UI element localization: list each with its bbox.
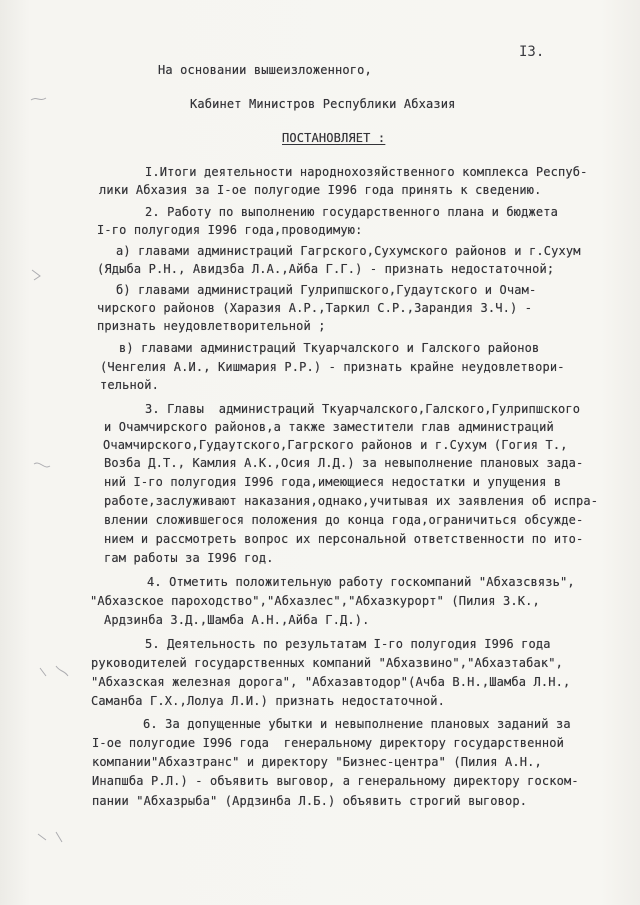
- body-line: и Очамчирского районов,а также заместители глав администраций: [104, 420, 554, 434]
- body-line: работе,заслуживают наказания,однако,учитывая их заявления об испра-: [104, 494, 599, 508]
- body-line: I.Итоги деятельности народнохозяйственного комплекса Респуб-: [145, 165, 588, 179]
- body-line: "Абхазская железная дорога", "Абхазавтодор"(Ачба В.Н.,Шамба Л.Н.,: [91, 675, 571, 689]
- body-line: I-ое полугодие I996 года генеральному директору государственной: [92, 736, 564, 750]
- body-line: 2. Работу по выполнению государственного плана и бюджета: [145, 205, 558, 219]
- body-line: нием и рассмотреть вопрос их персональной ответственности по ито-: [104, 532, 584, 546]
- body-line: руководителей государственных компаний "Абхазвино","Абхазтабак",: [91, 656, 563, 670]
- body-line: Саманба Г.Х.,Лолуа Л.И.) признать недостаточной.: [91, 694, 445, 708]
- body-line: тельной.: [100, 378, 159, 392]
- body-line: Очамчирского,Гудаутского,Гагрского районов и г.Сухум (Гогия Т.,: [103, 438, 568, 452]
- body-line: в) главами администраций Ткуарчалского и Галского районов: [119, 341, 540, 355]
- decree-heading: ПОСТАНОВЛЯЕТ :: [282, 131, 386, 145]
- body-line: "Абхазское пароходство","Абхазлес","Абхазкурорт" (Пилия З.К.,: [90, 594, 540, 608]
- body-line: лики Абхазия за I-ое полугодие I996 года принять к сведению.: [99, 183, 542, 197]
- body-line: Ардзинба З.Д.,Шамба А.Н.,Айба Г.Д.).: [104, 613, 370, 627]
- margin-smudge: [28, 88, 52, 112]
- body-line: (Ядыба Р.Н., Авидзба Л.А.,Айба Г.Г.) - признать недостаточной;: [97, 262, 555, 276]
- body-line: б) главами администраций Гулрипшского,Гудаутского и Очам-: [116, 283, 537, 297]
- body-line: Инапшба Р.Л.) - объявить выговор, а генеральному директору госком-: [92, 774, 579, 788]
- margin-smudge: [36, 660, 76, 684]
- body-line: ний I-го полугодия I996 года,имеющиеся недостатки и упущения в: [104, 475, 562, 489]
- body-line: пании "Абхазрыба" (Ардзинба Л.Б.) объявить строгий выговор.: [92, 794, 528, 808]
- body-line: влении сложившегося положения до конца года,ограничиться обсужде-: [104, 513, 584, 527]
- body-line: I-го полугодия I996 года,проводимую:: [97, 223, 363, 237]
- margin-smudge: [34, 824, 74, 848]
- body-line: Возба Д.Т., Камлия А.К.,Осия Л.Д.) за невыполнение плановых зада-: [104, 456, 584, 470]
- body-line: 5. Деятельность по результатам I-го полугодия I996 года: [145, 637, 551, 651]
- body-line: чирского районов (Харазия А.Р.,Таркил С.Р.,Зарандия З.Ч.) -: [97, 301, 533, 315]
- body-line: (Ченгелия А.И., Кишмария Р.Р.) - признать крайне неудовлетвори-: [100, 360, 565, 374]
- body-line: 4. Отметить положительную работу госкомпаний "Абхазсвязь",: [147, 575, 575, 589]
- issuer-line: Кабинет Министров Республики Абхазия: [190, 97, 456, 111]
- body-line: 3. Главы администраций Ткуарчалского,Галского,Гулрипшского: [145, 402, 581, 416]
- body-line: компании"Абхазтранс" и директору "Бизнес-центра" (Пилия А.Н.,: [92, 755, 542, 769]
- body-line: а) главами администраций Гагрского,Сухумского районов и г.Сухум: [116, 244, 581, 258]
- page-number: I3.: [519, 44, 545, 60]
- body-line: признать неудовлетворительной ;: [97, 319, 326, 333]
- preamble-line: На основании вышеизложенного,: [158, 63, 372, 77]
- margin-smudge: [28, 262, 52, 286]
- margin-smudge: [30, 454, 54, 478]
- body-line: 6. За допущенные убытки и невыполнение плановых заданий за: [143, 717, 571, 731]
- body-line: гам работы за I996 год.: [104, 551, 274, 565]
